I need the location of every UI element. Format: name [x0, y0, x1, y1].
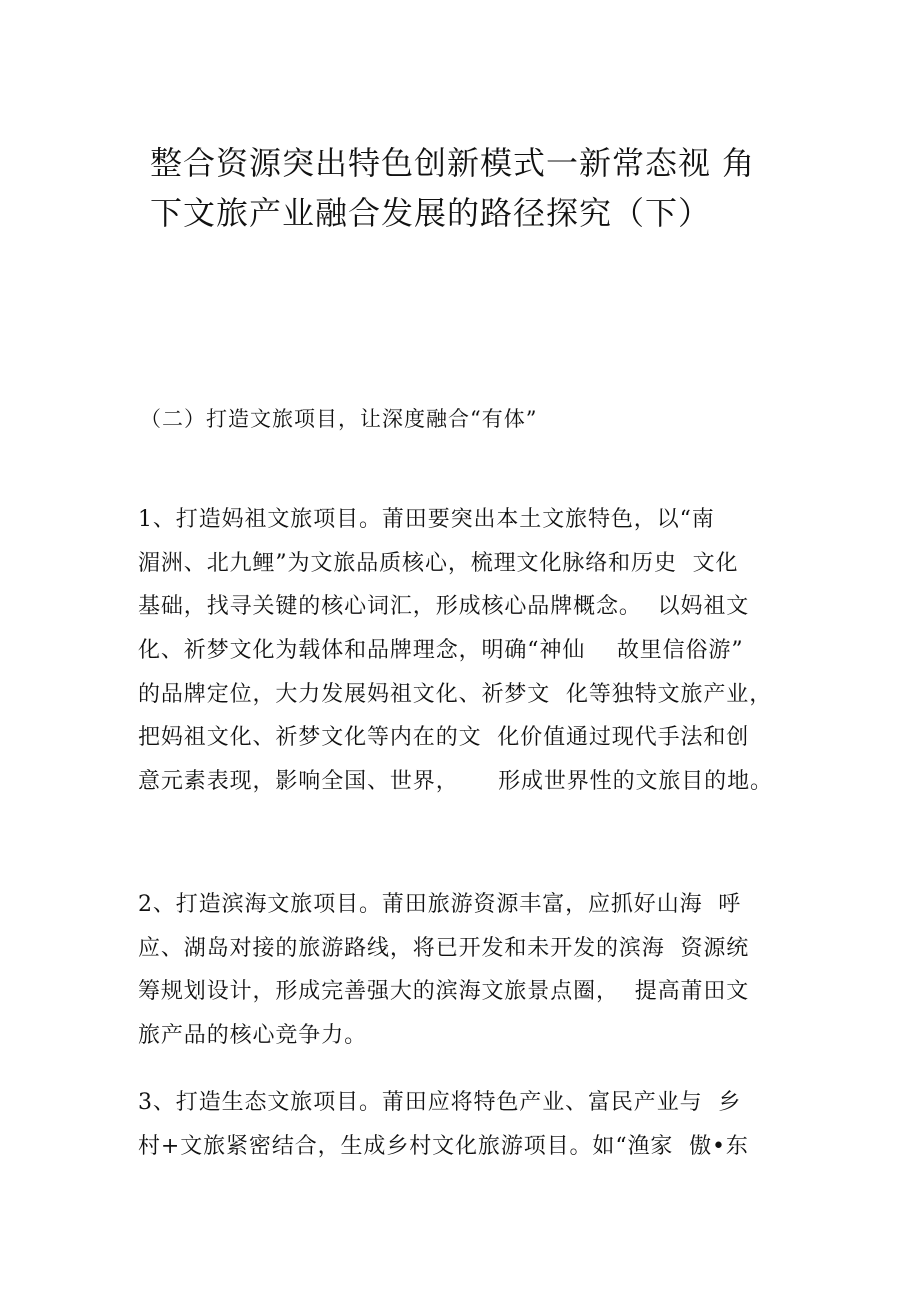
paragraph-line: 意元素表现，影响全国、世界， 形成世界性的文旅目的地。	[138, 769, 773, 795]
paragraph-line: 应、湖岛对接的旅游路线，将已开发和未开发的滨海 资源统	[138, 935, 750, 961]
paragraph-line: 村+文旅紧密结合，生成乡村文化旅游项目。如“渔家 傲•东	[138, 1133, 749, 1159]
paragraph-line: 的品牌定位，大力发展妈祖文化、祈梦文 化等独特文旅产业，	[138, 681, 773, 707]
paragraph-line: 湄洲、北九鲤”为文旅品质核心，梳理文化脉络和历史 文化	[138, 550, 739, 576]
paragraph-line: 基础，找寻关键的核心词汇，形成核心品牌概念。 以妈祖文	[138, 594, 750, 620]
paragraph-1	[138, 498, 773, 804]
paragraph-line: 把妈祖文化、祈梦文化等内在的文 化价值通过现代手法和创	[138, 725, 750, 751]
paragraph-line: 筹规划设计，形成完善强大的滨海文旅景点圈， 提高莆田文	[138, 979, 750, 1005]
paragraph-line: 化、祈梦文化为载体和品牌理念，明确“神仙 故里信俗游”	[138, 638, 744, 664]
document-title-line-2: 下文旅产业融合发展的路径探究（下）	[150, 194, 712, 232]
paragraph-line: 3、打造生态文旅项目。莆田应将特色产业、富民产业与 乡	[138, 1090, 742, 1115]
section-heading: （二）打造文旅项目，让深度融合“有体”	[140, 407, 538, 431]
paragraph-line: 旅产品的核心竞争力。	[138, 1023, 368, 1049]
paragraph-line: 2、打造滨海文旅项目。莆田旅游资源丰富，应抓好山海 呼	[138, 892, 742, 917]
paragraph-line: 1、打造妈祖文旅项目。莆田要突出本土文旅特色，以“南	[138, 507, 715, 532]
paragraph-2	[138, 883, 749, 1058]
paragraph-3	[138, 1081, 749, 1168]
document-title-line-1: 整合资源突出特色创新模式一新常态视 角	[150, 144, 756, 182]
